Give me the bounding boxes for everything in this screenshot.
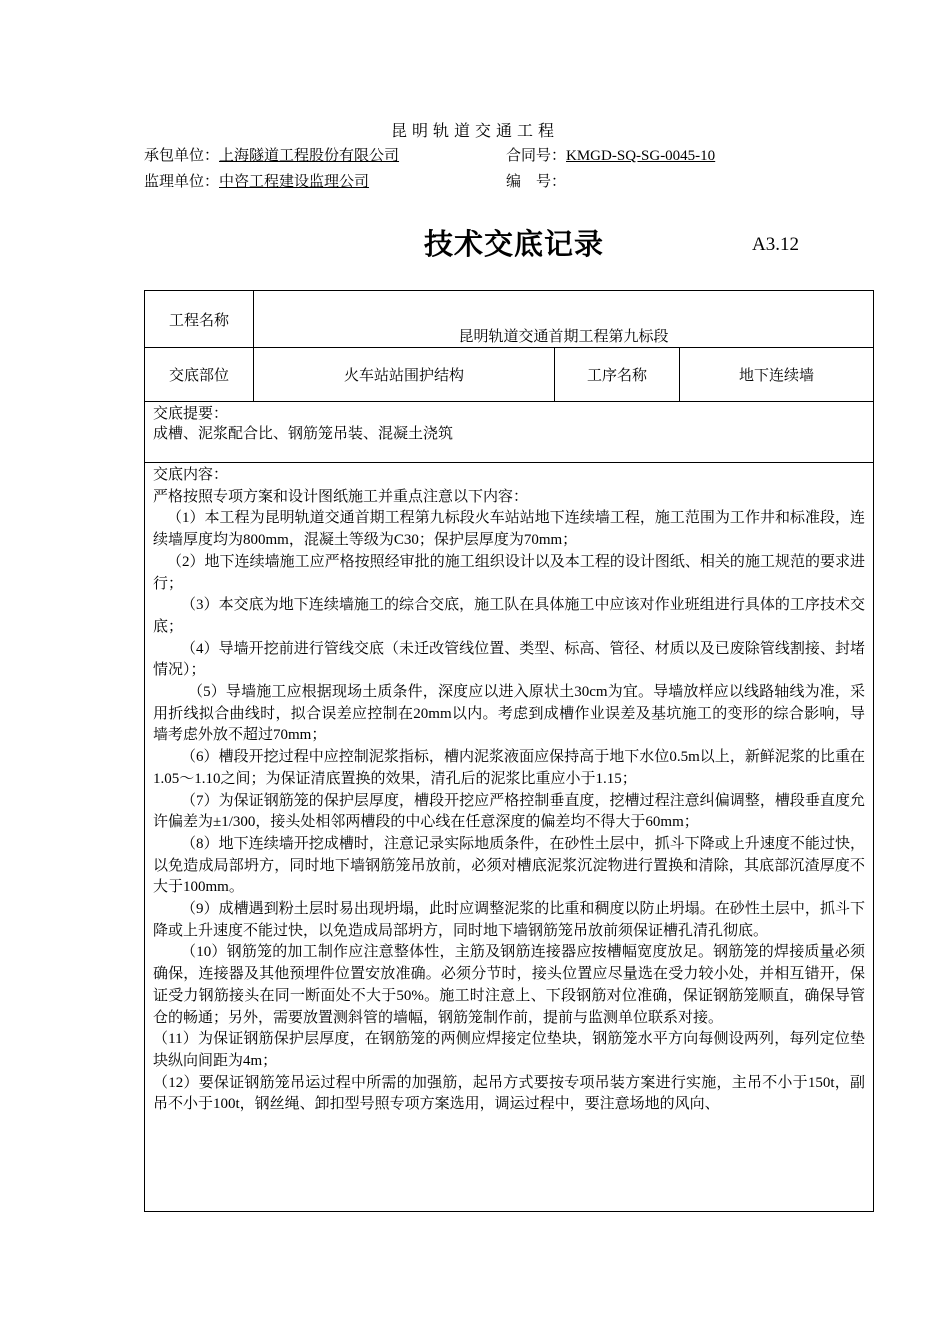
content-cell xyxy=(145,463,874,1212)
part-row xyxy=(145,348,874,402)
summary-cell xyxy=(145,402,874,463)
content-paragraph: （9）成槽遇到粉土层时易出现坍塌，此时应调整泥浆的比重和稠度以防止坍塌。在砂性土层中，抓斗下降或上升速度不能过快，以免造成局部坍方，同时地下墙钢筋笼吊放前须保证槽孔清孔彻底。 xyxy=(153,901,866,939)
content-paragraph: （7）为保证钢筋笼的保护层厚度，槽段开挖应严格控制垂直度，挖槽过程注意纠偏调整，槽段垂直度允许偏差为±1/300，接头处相邻两槽段的中心线在任意深度的偏差均不得大于60mm； xyxy=(153,792,866,831)
supervisor-label: 监理单位： xyxy=(144,174,220,190)
disclosure-form-table xyxy=(144,290,874,1212)
content-paragraph: 严格按照专项方案和设计图纸施工并重点注意以下内容： xyxy=(153,488,529,505)
content-paragraph: （1）本工程为昆明轨道交通首期工程第九标段火车站站地下连续墙工程，施工范围为工作井和标准段，连续墙厚度均为800mm，混凝土等级为C30；保护层厚度为70mm； xyxy=(153,510,866,549)
process-label: 工序名称 xyxy=(555,348,680,402)
content-paragraph: （2）地下连续墙施工应严格按照经审批的施工组织设计以及本工程的设计图纸、相关的施工规范的要求进行； xyxy=(153,553,866,592)
part-value: 火车站站围护结构 xyxy=(254,348,555,402)
project-name-label: 工程名称 xyxy=(145,291,254,348)
form-code: A3.12 xyxy=(752,234,799,255)
summary-row xyxy=(145,402,874,463)
content-row xyxy=(145,463,874,1212)
content-paragraph: （3）本交底为地下连续墙施工的综合交底，施工队在具体施工中应该对作业班组进行具体的工序技术交底； xyxy=(153,597,866,635)
content-paragraph: （12）要保证钢筋笼吊运过程中所需的加强筋，起吊方式要按专项吊装方案进行实施，主吊不小于150t，副吊不小于100t，钢丝绳、卸扣型号照专项方案选用，调运过程中，要注意场地的风向、 xyxy=(153,1074,866,1113)
part-label: 交底部位 xyxy=(145,348,254,402)
summary-text: 成槽、泥浆配合比、钢筋笼吊装、混凝土浇筑 xyxy=(153,426,454,442)
contract-row xyxy=(506,144,715,165)
project-title: 昆明轨道交通工程 xyxy=(390,123,559,140)
content-paragraph: （11）为保证钢筋保护层厚度，在钢筋笼的两侧应焊接定位垫块，钢筋笼水平方向每侧设两列，每列定位垫块纵向间距为4m； xyxy=(153,1031,866,1069)
content-paragraph: （4）导墙开挖前进行管线交底（未迁改管线位置、类型、标高、管径、材质以及已废除管线割接、封堵情况）； xyxy=(153,640,866,679)
project-name-row xyxy=(145,291,874,348)
contract-number: KMGD-SQ-SG-0045-10 xyxy=(566,148,716,164)
content-paragraph: （8）地下连续墙开挖成槽时，注意记录实际地质条件，在砂性土层中，抓斗下降或上升速度不能过快，以免造成局部坍方，同时地下墙钢筋笼吊放前，必须对槽底泥浆沉淀物进行置换和清除，其底部沉渣厚度不大于100mm。 xyxy=(153,835,866,896)
serial-label: 编 号： xyxy=(506,174,567,190)
contract-label: 合同号： xyxy=(506,148,567,164)
project-name-value: 昆明轨道交通首期工程第九标段 xyxy=(254,291,874,348)
contractor-value: 上海隧道工程股份有限公司 xyxy=(219,148,400,164)
content-label: 交底内容： xyxy=(153,467,229,483)
summary-label: 交底提要： xyxy=(153,406,229,422)
document-title: 技术交底记录 xyxy=(423,227,604,261)
supervisor-row xyxy=(144,170,369,191)
process-value: 地下连续墙 xyxy=(680,348,874,402)
content-paragraph: （5）导墙施工应根据现场土质条件，深度应以进入原状土30cm为宜。导墙放样应以线路轴线为准，采用折线拟合曲线时，拟合误差应控制在20mm以内。考虑到成槽作业误差及基坑施工的变形的综合影响，导墙考虑外放不超过70mm； xyxy=(153,684,866,744)
contractor-label: 承包单位： xyxy=(144,148,220,164)
contractor-row xyxy=(144,144,399,165)
content-paragraph: （10）钢筋笼的加工制作应注意整体性，主筋及钢筋连接器应按槽幅宽度放足。钢筋笼的焊接质量必须确保，连接器及其他预埋件位置安放准确。必须分节时，接头位置应尽量选在受力较小处，并相互错开，保证受力钢筋接头在同一断面处不大于50%。施工时注意上、下段钢筋对位准确，保证钢筋笼顺直，确保导管仓的畅通；另外，需要放置测斜管的墙幅，钢筋笼制作前，提前与监测单位联系对接。 xyxy=(153,944,866,1026)
content-paragraph: （6）槽段开挖过程中应控制泥浆指标，槽内泥浆液面应保持高于地下水位0.5m以上，新鲜泥浆的比重在1.05～1.10之间；为保证清底置换的效果，清孔后的泥浆比重应小于1.15； xyxy=(153,749,866,787)
supervisor-value: 中咨工程建设监理公司 xyxy=(219,174,370,190)
